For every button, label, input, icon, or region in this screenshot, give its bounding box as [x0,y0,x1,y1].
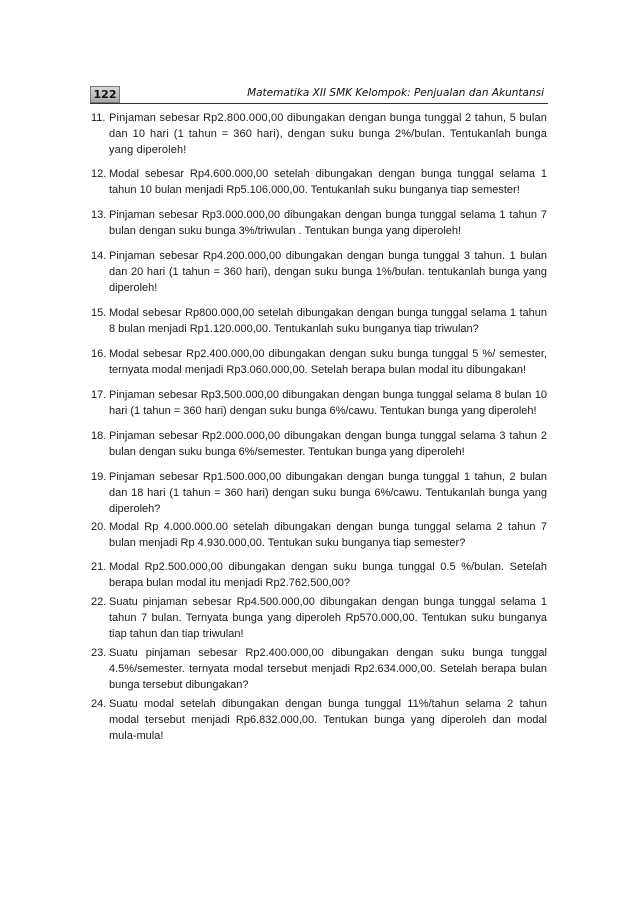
problem-11 [91,110,547,158]
header-rule [90,103,548,104]
problem-text: Suatu pinjaman sebesar Rp4.500.000,00 dibungakan dengan bunga tunggal selama 1 tahun 7 bulan. Ternyata bunga yang diperoleh Rp570.000,00. Tentukan suku bunganya tiap tahun dan tiap triwulan! [109,596,547,640]
problem-number: 15. [91,307,107,319]
problem-16 [91,346,547,378]
problem-number: 12. [91,168,107,180]
problem-number: 11. [91,112,106,124]
problem-18 [91,428,547,460]
problem-text: Modal Rp2.500.000,00 dibungakan dengan suku bunga tunggal 0.5 %/bulan. Setelah berapa bulan modal itu menjadi Rp2.762.500,00? [109,561,547,589]
problem-number: 21. [91,561,107,573]
page-header [90,86,548,104]
problem-number: 13. [91,209,107,221]
problem-number: 23. [91,647,107,659]
problem-number: 16. [91,348,107,360]
problem-text: Pinjaman sebesar Rp1.500.000,00 dibungakan dengan bunga tunggal 1 tahun, 2 bulan dan 18 hari (1 tahun = 360 hari) dengan suku bunga 6%/cawu. Tentukanlah bunga yang diperoleh? [109,471,547,515]
problem-20 [91,519,547,551]
problem-text: Pinjaman sebesar Rp2.000.000,00 dibungakan dengan bunga tunggal selama 3 tahun 2 bulan dengan suku bunga 6%/semester. Tentukan bunga yang diperoleh! [109,430,547,458]
problem-19 [91,469,547,517]
problem-12 [91,166,547,198]
problem-text: Modal Rp 4.000.000.00 setelah dibungakan dengan bunga tunggal selama 2 tahun 7 bulan menjadi Rp 4.930.000,00. Tentukan suku bunganya tiap semester? [109,521,547,549]
running-title: Matematika XII SMK Kelompok: Penjualan dan Akuntansi [247,87,544,99]
problem-23 [91,645,547,693]
problem-text: Suatu modal setelah dibungakan dengan bunga tunggal 11%/tahun selama 2 tahun modal tersebut menjadi Rp6.832.000,00. Tentukan bunga yang diperoleh dan modal mula-mula! [109,698,547,742]
problem-text: Pinjaman sebesar Rp2.800.000,00 dibungakan dengan bunga tunggal 2 tahun, 5 bulan dan 10 hari (1 tahun = 360 hari), dengan suku bunga 2%/bulan. Tentukanlah bunga yang diperoleh! [109,112,547,156]
problem-22 [91,594,547,642]
problem-number: 20. [91,521,107,533]
problem-number: 22. [91,596,107,608]
problem-text: Pinjaman sebesar Rp3.000.000,00 dibungakan dengan bunga tunggal selama 1 tahun 7 bulan dengan suku bunga 3%/triwulan . Tentukan bunga yang diperoleh! [109,209,547,237]
problem-13 [91,207,547,239]
problem-21 [91,559,547,591]
problem-24 [91,696,547,744]
problem-14 [91,248,547,296]
problem-17 [91,387,547,419]
problem-text: Suatu pinjaman sebesar Rp2.400.000,00 dibungakan dengan suku bunga tunggal 4.5%/semester. ternyata modal tersebut menjadi Rp2.634.000,00. Setelah berapa bulan bunga tersebut dibungakan? [109,647,547,691]
problem-number: 17. [91,389,107,401]
problem-text: Modal sebesar Rp800.000,00 setelah dibungakan dengan bunga tunggal selama 1 tahun 8 bulan menjadi Rp1.120.000,00. Tentukanlah suku bunganya tiap triwulan? [109,307,547,335]
problem-text: Modal sebesar Rp2.400.000,00 dibungakan dengan suku bunga tunggal 5 %/ semester, ternyata modal menjadi Rp3.060.000,00. Setelah berapa bulan modal itu dibungakan! [109,348,547,376]
problem-number: 19. [91,471,107,483]
problem-number: 14. [91,250,107,262]
problem-list [91,110,547,744]
problem-text: Pinjaman sebesar Rp4.200.000,00 dibungakan dengan bunga tunggal 3 tahun. 1 bulan dan 20 hari (1 tahun = 360 hari), dengan suku bunga 1%/bulan. tentukanlah bunga yang diperoleh! [109,250,547,294]
problem-number: 18. [91,430,107,442]
page-number: 122 [90,86,120,103]
problem-text: Modal sebesar Rp4.600.000,00 setelah dibungakan dengan bunga tunggal selama 1 tahun 10 bulan menjadi Rp5.106.000,00. Tentukanlah suku bunganya tiap semester! [109,168,547,196]
problem-15 [91,305,547,337]
problem-text: Pinjaman sebesar Rp3.500.000,00 dibungakan dengan bunga tunggal selama 8 bulan 10 hari (1 tahun = 360 hari) dengan suku bunga 6%/cawu. Tentukan bunga yang diperoleh! [109,389,547,417]
problem-number: 24. [91,698,107,710]
